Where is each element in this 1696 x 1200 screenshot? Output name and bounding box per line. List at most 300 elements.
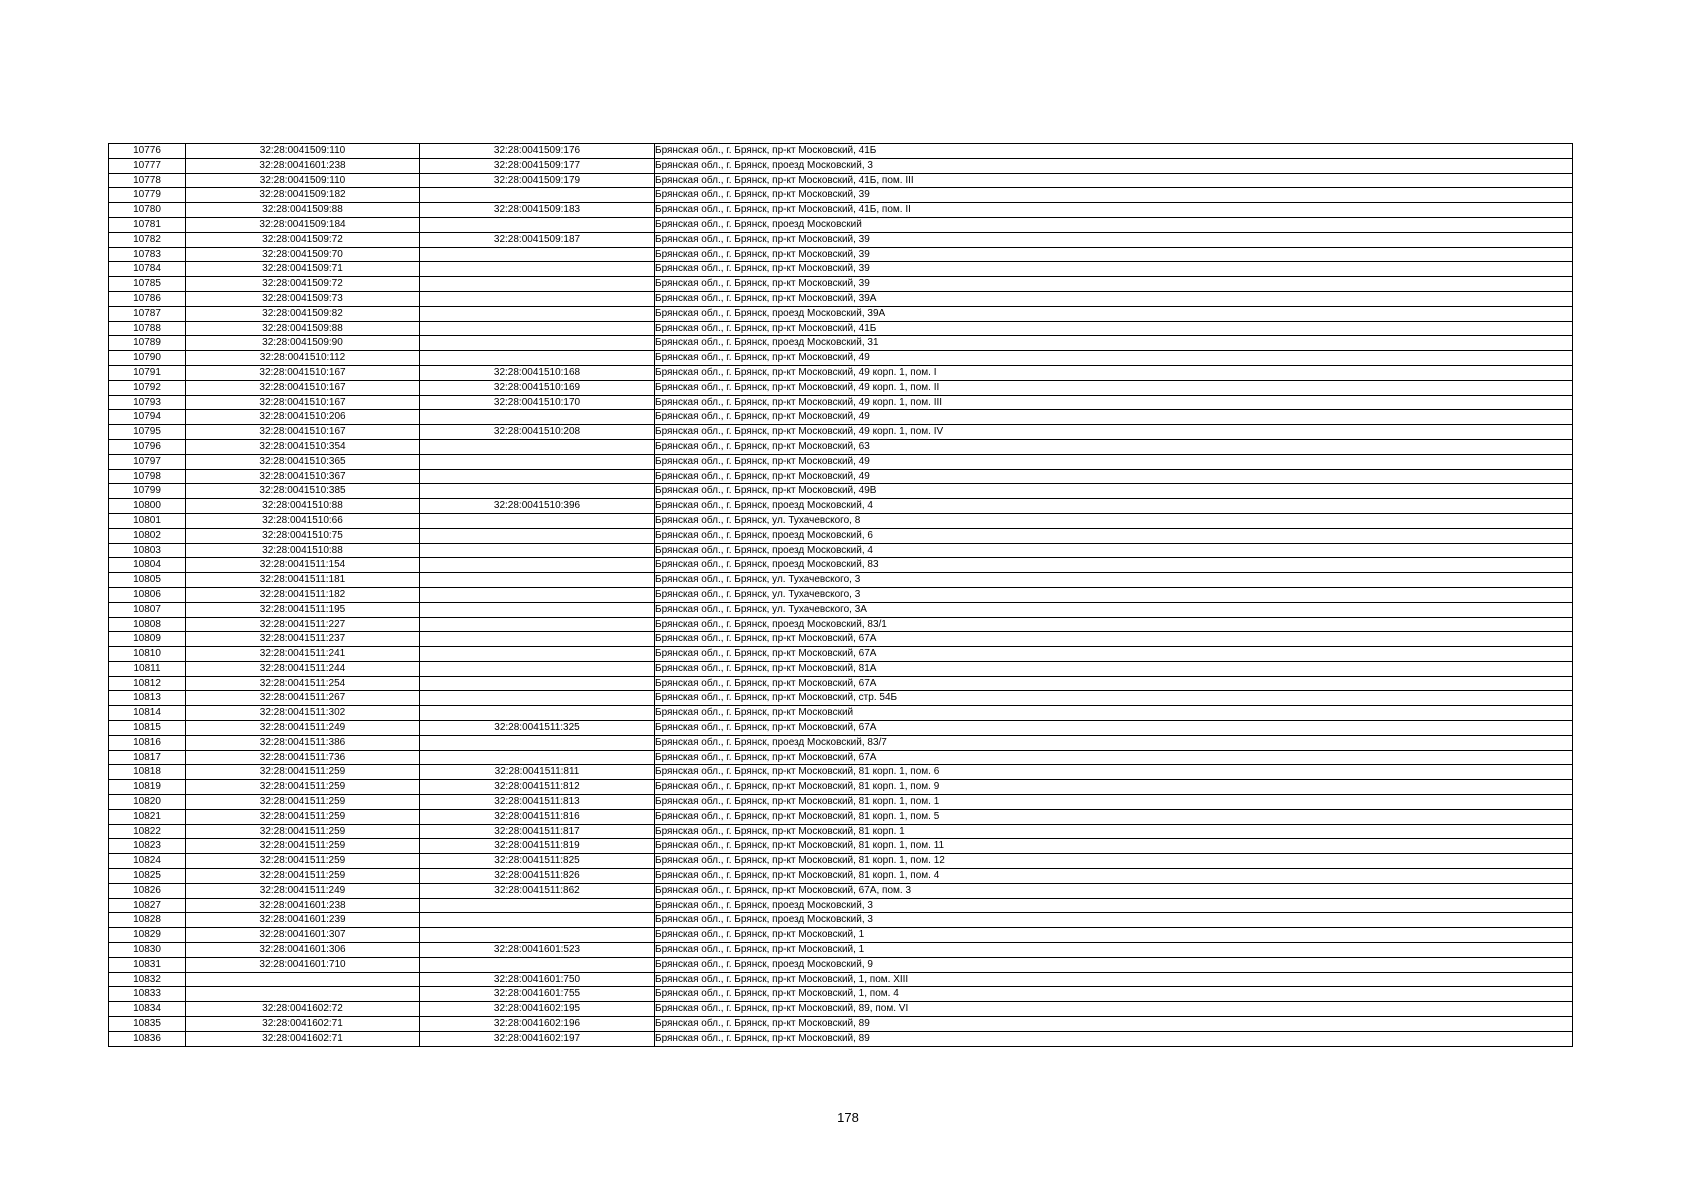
cadastral-number-object-cell: 32:28:0041511:811 [420, 765, 655, 780]
address-cell: Брянская обл., г. Брянск, пр-кт Московский, 49 [655, 469, 1573, 484]
address-cell: Брянская обл., г. Брянск, пр-кт Московский, 49 корп. 1, пом. IV [655, 425, 1573, 440]
cadastral-number-parcel-cell: 32:28:0041511:302 [186, 706, 420, 721]
row-number-cell: 10806 [109, 587, 186, 602]
cadastral-number-object-cell: 32:28:0041601:523 [420, 943, 655, 958]
cadastral-number-object-cell: 32:28:0041509:177 [420, 158, 655, 173]
address-cell: Брянская обл., г. Брянск, пр-кт Московский, 49 [655, 351, 1573, 366]
cadastral-number-parcel-cell: 32:28:0041510:75 [186, 528, 420, 543]
cadastral-number-parcel-cell: 32:28:0041510:167 [186, 365, 420, 380]
cadastral-number-parcel-cell: 32:28:0041511:386 [186, 735, 420, 750]
address-cell: Брянская обл., г. Брянск, пр-кт Московский, 41Б [655, 321, 1573, 336]
row-number-cell: 10787 [109, 306, 186, 321]
table-row [109, 321, 1573, 336]
cadastral-number-parcel-cell: 32:28:0041511:241 [186, 647, 420, 662]
table-row [109, 558, 1573, 573]
cadastral-number-object-cell [420, 454, 655, 469]
cadastral-number-object-cell: 32:28:0041509:179 [420, 173, 655, 188]
cadastral-number-object-cell [420, 469, 655, 484]
cadastral-number-object-cell [420, 439, 655, 454]
cadastral-number-parcel-cell: 32:28:0041511:259 [186, 765, 420, 780]
address-cell: Брянская обл., г. Брянск, пр-кт Московский, 81 корп. 1, пом. 1 [655, 795, 1573, 810]
cadastral-number-object-cell [420, 277, 655, 292]
cadastral-number-object-cell: 32:28:0041509:183 [420, 203, 655, 218]
table-row [109, 913, 1573, 928]
address-cell: Брянская обл., г. Брянск, пр-кт Московский, стр. 54Б [655, 691, 1573, 706]
row-number-cell: 10817 [109, 750, 186, 765]
table-row [109, 898, 1573, 913]
cadastral-number-parcel-cell: 32:28:0041510:365 [186, 454, 420, 469]
row-number-cell: 10776 [109, 144, 186, 159]
row-number-cell: 10789 [109, 336, 186, 351]
table-row [109, 928, 1573, 943]
cadastral-number-object-cell: 32:28:0041511:817 [420, 824, 655, 839]
address-cell: Брянская обл., г. Брянск, пр-кт Московский, 81 корп. 1, пом. 5 [655, 809, 1573, 824]
cadastral-number-object-cell: 32:28:0041511:862 [420, 883, 655, 898]
row-number-cell: 10820 [109, 795, 186, 810]
cadastral-number-parcel-cell: 32:28:0041509:110 [186, 144, 420, 159]
table-row [109, 484, 1573, 499]
row-number-cell: 10816 [109, 735, 186, 750]
cadastral-number-parcel-cell: 32:28:0041511:736 [186, 750, 420, 765]
cadastral-number-object-cell: 32:28:0041510:169 [420, 380, 655, 395]
table-row [109, 528, 1573, 543]
address-cell: Брянская обл., г. Брянск, пр-кт Московский, 1 [655, 928, 1573, 943]
cadastral-number-object-cell [420, 602, 655, 617]
address-cell: Брянская обл., г. Брянск, пр-кт Московский, 81 корп. 1 [655, 824, 1573, 839]
address-cell: Брянская обл., г. Брянск, пр-кт Московский, 67А [655, 647, 1573, 662]
cadastral-number-parcel-cell: 32:28:0041509:70 [186, 247, 420, 262]
cadastral-number-parcel-cell: 32:28:0041510:367 [186, 469, 420, 484]
cadastral-number-parcel-cell: 32:28:0041510:112 [186, 351, 420, 366]
address-cell: Брянская обл., г. Брянск, проезд Московский, 83/7 [655, 735, 1573, 750]
address-cell: Брянская обл., г. Брянск, пр-кт Московский, 89 [655, 1017, 1573, 1032]
cadastral-number-object-cell: 32:28:0041511:825 [420, 854, 655, 869]
table-row [109, 513, 1573, 528]
address-cell: Брянская обл., г. Брянск, пр-кт Московский, 49 корп. 1, пом. II [655, 380, 1573, 395]
address-cell: Брянская обл., г. Брянск, пр-кт Московский, 49 корп. 1, пом. I [655, 365, 1573, 380]
row-number-cell: 10810 [109, 647, 186, 662]
cadastral-number-object-cell [420, 410, 655, 425]
cadastral-number-parcel-cell: 32:28:0041511:249 [186, 883, 420, 898]
cadastral-number-parcel-cell: 32:28:0041510:66 [186, 513, 420, 528]
row-number-cell: 10790 [109, 351, 186, 366]
cadastral-number-object-cell: 32:28:0041602:195 [420, 1002, 655, 1017]
row-number-cell: 10812 [109, 676, 186, 691]
cadastral-number-parcel-cell: 32:28:0041510:206 [186, 410, 420, 425]
row-number-cell: 10811 [109, 661, 186, 676]
cadastral-number-object-cell: 32:28:0041510:168 [420, 365, 655, 380]
table-row [109, 765, 1573, 780]
cadastral-number-object-cell: 32:28:0041601:750 [420, 972, 655, 987]
cadastral-number-object-cell [420, 632, 655, 647]
address-cell: Брянская обл., г. Брянск, пр-кт Московский, 39А [655, 291, 1573, 306]
row-number-cell: 10804 [109, 558, 186, 573]
cadastral-number-parcel-cell: 32:28:0041511:195 [186, 602, 420, 617]
cadastral-number-object-cell [420, 543, 655, 558]
cadastral-number-object-cell [420, 291, 655, 306]
table-row [109, 395, 1573, 410]
cadastral-number-object-cell [420, 306, 655, 321]
row-number-cell: 10793 [109, 395, 186, 410]
cadastral-number-object-cell: 32:28:0041601:755 [420, 987, 655, 1002]
address-cell: Брянская обл., г. Брянск, пр-кт Московский, 1, пом. XIII [655, 972, 1573, 987]
row-number-cell: 10830 [109, 943, 186, 958]
table-row [109, 706, 1573, 721]
table-row [109, 735, 1573, 750]
cadastral-number-parcel-cell: 32:28:0041601:710 [186, 957, 420, 972]
table-row [109, 247, 1573, 262]
table-row [109, 1017, 1573, 1032]
table-row [109, 943, 1573, 958]
address-cell: Брянская обл., г. Брянск, проезд Московский, 39А [655, 306, 1573, 321]
address-cell: Брянская обл., г. Брянск, пр-кт Московский, 1 [655, 943, 1573, 958]
cadastral-number-object-cell: 32:28:0041510:396 [420, 499, 655, 514]
cadastral-number-parcel-cell: 32:28:0041510:167 [186, 425, 420, 440]
row-number-cell: 10777 [109, 158, 186, 173]
address-cell: Брянская обл., г. Брянск, пр-кт Московский, 81 корп. 1, пом. 11 [655, 839, 1573, 854]
address-cell: Брянская обл., г. Брянск, проезд Московский, 31 [655, 336, 1573, 351]
address-cell: Брянская обл., г. Брянск, ул. Тухачевского, 8 [655, 513, 1573, 528]
cadastral-number-object-cell: 32:28:0041511:813 [420, 795, 655, 810]
cadastral-number-parcel-cell: 32:28:0041510:167 [186, 380, 420, 395]
address-cell: Брянская обл., г. Брянск, пр-кт Московский, 81 корп. 1, пом. 4 [655, 869, 1573, 884]
cadastral-number-parcel-cell: 32:28:0041602:71 [186, 1031, 420, 1046]
table-row [109, 1002, 1573, 1017]
table-row [109, 587, 1573, 602]
address-cell: Брянская обл., г. Брянск, пр-кт Московский, 39 [655, 262, 1573, 277]
table-row [109, 750, 1573, 765]
cadastral-number-object-cell [420, 617, 655, 632]
address-cell: Брянская обл., г. Брянск, пр-кт Московский, 81 корп. 1, пом. 6 [655, 765, 1573, 780]
table-row [109, 410, 1573, 425]
row-number-cell: 10829 [109, 928, 186, 943]
cadastral-number-object-cell: 32:28:0041602:196 [420, 1017, 655, 1032]
table-row [109, 351, 1573, 366]
row-number-cell: 10784 [109, 262, 186, 277]
row-number-cell: 10785 [109, 277, 186, 292]
cadastral-number-parcel-cell: 32:28:0041511:259 [186, 854, 420, 869]
table-row [109, 721, 1573, 736]
address-cell: Брянская обл., г. Брянск, проезд Московский, 3 [655, 158, 1573, 173]
cadastral-number-parcel-cell: 32:28:0041511:237 [186, 632, 420, 647]
row-number-cell: 10792 [109, 380, 186, 395]
address-cell: Брянская обл., г. Брянск, пр-кт Московский, 67А [655, 632, 1573, 647]
table-row [109, 647, 1573, 662]
row-number-cell: 10821 [109, 809, 186, 824]
address-cell: Брянская обл., г. Брянск, пр-кт Московский, 81А [655, 661, 1573, 676]
address-cell: Брянская обл., г. Брянск, пр-кт Московский, 39 [655, 232, 1573, 247]
table-row [109, 824, 1573, 839]
row-number-cell: 10822 [109, 824, 186, 839]
row-number-cell: 10779 [109, 188, 186, 203]
cadastral-number-parcel-cell: 32:28:0041509:72 [186, 277, 420, 292]
cadastral-number-object-cell [420, 351, 655, 366]
address-cell: Брянская обл., г. Брянск, проезд Московский, 3 [655, 898, 1573, 913]
row-number-cell: 10803 [109, 543, 186, 558]
cadastral-number-object-cell [420, 247, 655, 262]
cadastral-number-parcel-cell: 32:28:0041511:259 [186, 839, 420, 854]
cadastral-number-object-cell [420, 336, 655, 351]
address-cell: Брянская обл., г. Брянск, проезд Московский, 83/1 [655, 617, 1573, 632]
table-row [109, 1031, 1573, 1046]
cadastral-number-object-cell [420, 321, 655, 336]
address-cell: Брянская обл., г. Брянск, пр-кт Московский, 49 корп. 1, пом. III [655, 395, 1573, 410]
cadastral-number-object-cell [420, 647, 655, 662]
table-row [109, 632, 1573, 647]
address-cell: Брянская обл., г. Брянск, проезд Московский [655, 217, 1573, 232]
row-number-cell: 10813 [109, 691, 186, 706]
row-number-cell: 10778 [109, 173, 186, 188]
row-number-cell: 10788 [109, 321, 186, 336]
table-row [109, 661, 1573, 676]
address-cell: Брянская обл., г. Брянск, пр-кт Московский, 41Б [655, 144, 1573, 159]
address-cell: Брянская обл., г. Брянск, проезд Московский, 6 [655, 528, 1573, 543]
address-cell: Брянская обл., г. Брянск, пр-кт Московский, 67А [655, 676, 1573, 691]
cadastral-number-parcel-cell: 32:28:0041509:72 [186, 232, 420, 247]
address-cell: Брянская обл., г. Брянск, пр-кт Московский, 39 [655, 277, 1573, 292]
cadastral-number-object-cell [420, 898, 655, 913]
table-row [109, 203, 1573, 218]
address-cell: Брянская обл., г. Брянск, пр-кт Московский, 49 [655, 454, 1573, 469]
cadastral-number-object-cell: 32:28:0041511:816 [420, 809, 655, 824]
cadastral-number-object-cell: 32:28:0041510:208 [420, 425, 655, 440]
cadastral-number-parcel-cell: 32:28:0041509:82 [186, 306, 420, 321]
cadastral-number-parcel-cell: 32:28:0041511:259 [186, 795, 420, 810]
cadastral-number-parcel-cell: 32:28:0041509:71 [186, 262, 420, 277]
table-row [109, 291, 1573, 306]
cadastral-number-object-cell [420, 735, 655, 750]
row-number-cell: 10799 [109, 484, 186, 499]
table-row [109, 499, 1573, 514]
table-row [109, 306, 1573, 321]
cadastral-number-parcel-cell: 32:28:0041509:90 [186, 336, 420, 351]
table-row [109, 173, 1573, 188]
address-cell: Брянская обл., г. Брянск, пр-кт Московский, 67А, пом. 3 [655, 883, 1573, 898]
table-row [109, 380, 1573, 395]
cadastral-number-parcel-cell: 32:28:0041511:182 [186, 587, 420, 602]
row-number-cell: 10794 [109, 410, 186, 425]
cadastral-number-object-cell: 32:28:0041511:819 [420, 839, 655, 854]
cadastral-number-object-cell [420, 661, 655, 676]
row-number-cell: 10807 [109, 602, 186, 617]
cadastral-number-object-cell [420, 706, 655, 721]
cadastral-number-parcel-cell: 32:28:0041511:254 [186, 676, 420, 691]
table-row [109, 987, 1573, 1002]
cadastral-number-object-cell: 32:28:0041510:170 [420, 395, 655, 410]
row-number-cell: 10823 [109, 839, 186, 854]
cadastral-number-parcel-cell: 32:28:0041601:306 [186, 943, 420, 958]
row-number-cell: 10836 [109, 1031, 186, 1046]
register-table [108, 143, 1573, 1047]
row-number-cell: 10801 [109, 513, 186, 528]
table-row [109, 144, 1573, 159]
cadastral-number-object-cell: 32:28:0041511:325 [420, 721, 655, 736]
cadastral-number-parcel-cell: 32:28:0041511:249 [186, 721, 420, 736]
table-row [109, 795, 1573, 810]
page-number: 178 [837, 1110, 859, 1125]
address-cell: Брянская обл., г. Брянск, пр-кт Московский, 67А [655, 721, 1573, 736]
row-number-cell: 10791 [109, 365, 186, 380]
address-cell: Брянская обл., г. Брянск, пр-кт Московский, 1, пом. 4 [655, 987, 1573, 1002]
cadastral-number-parcel-cell: 32:28:0041509:110 [186, 173, 420, 188]
cadastral-number-parcel-cell: 32:28:0041510:385 [186, 484, 420, 499]
cadastral-number-object-cell [420, 957, 655, 972]
cadastral-number-parcel-cell: 32:28:0041511:227 [186, 617, 420, 632]
cadastral-number-parcel-cell: 32:28:0041511:259 [186, 824, 420, 839]
address-cell: Брянская обл., г. Брянск, пр-кт Московский, 81 корп. 1, пом. 12 [655, 854, 1573, 869]
row-number-cell: 10782 [109, 232, 186, 247]
address-cell: Брянская обл., г. Брянск, ул. Тухачевского, 3 [655, 587, 1573, 602]
address-cell: Брянская обл., г. Брянск, ул. Тухачевского, 3 [655, 573, 1573, 588]
cadastral-number-parcel-cell: 32:28:0041511:244 [186, 661, 420, 676]
table-row [109, 809, 1573, 824]
cadastral-number-object-cell: 32:28:0041509:187 [420, 232, 655, 247]
row-number-cell: 10797 [109, 454, 186, 469]
cadastral-number-object-cell [420, 913, 655, 928]
address-cell: Брянская обл., г. Брянск, пр-кт Московский, 89, пом. VI [655, 1002, 1573, 1017]
cadastral-number-object-cell [420, 928, 655, 943]
cadastral-number-object-cell [420, 691, 655, 706]
table-row [109, 217, 1573, 232]
cadastral-number-object-cell [420, 587, 655, 602]
table-row [109, 602, 1573, 617]
table-row [109, 543, 1573, 558]
row-number-cell: 10815 [109, 721, 186, 736]
address-cell: Брянская обл., г. Брянск, проезд Московский, 83 [655, 558, 1573, 573]
address-cell: Брянская обл., г. Брянск, проезд Московский, 9 [655, 957, 1573, 972]
table-row [109, 854, 1573, 869]
row-number-cell: 10814 [109, 706, 186, 721]
table-row [109, 573, 1573, 588]
table-row [109, 469, 1573, 484]
cadastral-number-parcel-cell: 32:28:0041510:88 [186, 499, 420, 514]
table-row [109, 869, 1573, 884]
row-number-cell: 10828 [109, 913, 186, 928]
table-row [109, 158, 1573, 173]
cadastral-number-object-cell [420, 262, 655, 277]
cadastral-number-parcel-cell: 32:28:0041601:307 [186, 928, 420, 943]
row-number-cell: 10819 [109, 780, 186, 795]
address-cell: Брянская обл., г. Брянск, пр-кт Московский, 39 [655, 247, 1573, 262]
cadastral-number-parcel-cell: 32:28:0041509:88 [186, 321, 420, 336]
cadastral-number-parcel-cell: 32:28:0041511:259 [186, 780, 420, 795]
cadastral-number-object-cell: 32:28:0041511:826 [420, 869, 655, 884]
row-number-cell: 10835 [109, 1017, 186, 1032]
row-number-cell: 10798 [109, 469, 186, 484]
address-cell: Брянская обл., г. Брянск, проезд Московский, 4 [655, 499, 1573, 514]
address-cell: Брянская обл., г. Брянск, пр-кт Московский, 49 [655, 410, 1573, 425]
cadastral-number-parcel-cell: 32:28:0041601:239 [186, 913, 420, 928]
table-row [109, 839, 1573, 854]
cadastral-number-parcel-cell [186, 987, 420, 1002]
row-number-cell: 10834 [109, 1002, 186, 1017]
address-cell: Брянская обл., г. Брянск, пр-кт Московский, 49В [655, 484, 1573, 499]
cadastral-number-parcel-cell: 32:28:0041602:72 [186, 1002, 420, 1017]
address-cell: Брянская обл., г. Брянск, проезд Московский, 3 [655, 913, 1573, 928]
address-cell: Брянская обл., г. Брянск, пр-кт Московский, 81 корп. 1, пом. 9 [655, 780, 1573, 795]
row-number-cell: 10832 [109, 972, 186, 987]
cadastral-number-parcel-cell: 32:28:0041602:71 [186, 1017, 420, 1032]
row-number-cell: 10786 [109, 291, 186, 306]
cadastral-number-object-cell [420, 528, 655, 543]
table-row [109, 262, 1573, 277]
cadastral-number-object-cell [420, 750, 655, 765]
cadastral-number-object-cell: 32:28:0041509:176 [420, 144, 655, 159]
row-number-cell: 10805 [109, 573, 186, 588]
cadastral-number-parcel-cell: 32:28:0041511:259 [186, 809, 420, 824]
table-row [109, 883, 1573, 898]
row-number-cell: 10824 [109, 854, 186, 869]
row-number-cell: 10825 [109, 869, 186, 884]
cadastral-number-object-cell [420, 573, 655, 588]
table-row [109, 336, 1573, 351]
row-number-cell: 10800 [109, 499, 186, 514]
cadastral-number-parcel-cell: 32:28:0041510:167 [186, 395, 420, 410]
cadastral-number-parcel-cell: 32:28:0041511:267 [186, 691, 420, 706]
cadastral-number-parcel-cell: 32:28:0041511:154 [186, 558, 420, 573]
cadastral-number-object-cell: 32:28:0041602:197 [420, 1031, 655, 1046]
cadastral-number-parcel-cell: 32:28:0041510:88 [186, 543, 420, 558]
cadastral-number-parcel-cell: 32:28:0041511:259 [186, 869, 420, 884]
cadastral-number-parcel-cell: 32:28:0041511:181 [186, 573, 420, 588]
table-row [109, 454, 1573, 469]
cadastral-number-object-cell [420, 558, 655, 573]
table-row [109, 780, 1573, 795]
table-row [109, 365, 1573, 380]
table-row [109, 691, 1573, 706]
cadastral-number-parcel-cell: 32:28:0041601:238 [186, 898, 420, 913]
row-number-cell: 10783 [109, 247, 186, 262]
row-number-cell: 10818 [109, 765, 186, 780]
row-number-cell: 10833 [109, 987, 186, 1002]
cadastral-number-parcel-cell: 32:28:0041509:88 [186, 203, 420, 218]
address-cell: Брянская обл., г. Брянск, пр-кт Московский [655, 706, 1573, 721]
row-number-cell: 10809 [109, 632, 186, 647]
cadastral-number-object-cell: 32:28:0041511:812 [420, 780, 655, 795]
row-number-cell: 10780 [109, 203, 186, 218]
row-number-cell: 10808 [109, 617, 186, 632]
cadastral-number-object-cell [420, 217, 655, 232]
cadastral-number-object-cell [420, 513, 655, 528]
row-number-cell: 10796 [109, 439, 186, 454]
row-number-cell: 10802 [109, 528, 186, 543]
address-cell: Брянская обл., г. Брянск, пр-кт Московский, 41Б, пом. III [655, 173, 1573, 188]
address-cell: Брянская обл., г. Брянск, пр-кт Московский, 41Б, пом. II [655, 203, 1573, 218]
address-cell: Брянская обл., г. Брянск, ул. Тухачевского, 3А [655, 602, 1573, 617]
cadastral-number-parcel-cell: 32:28:0041510:354 [186, 439, 420, 454]
cadastral-number-object-cell [420, 188, 655, 203]
address-cell: Брянская обл., г. Брянск, пр-кт Московский, 63 [655, 439, 1573, 454]
row-number-cell: 10781 [109, 217, 186, 232]
cadastral-number-parcel-cell [186, 972, 420, 987]
table-row [109, 232, 1573, 247]
row-number-cell: 10795 [109, 425, 186, 440]
cadastral-number-object-cell [420, 676, 655, 691]
table-row [109, 188, 1573, 203]
table-row [109, 617, 1573, 632]
table-row [109, 277, 1573, 292]
table-row [109, 439, 1573, 454]
address-cell: Брянская обл., г. Брянск, пр-кт Московский, 39 [655, 188, 1573, 203]
table-row [109, 957, 1573, 972]
cadastral-number-parcel-cell: 32:28:0041509:184 [186, 217, 420, 232]
cadastral-number-object-cell [420, 484, 655, 499]
table-row [109, 676, 1573, 691]
table-row [109, 972, 1573, 987]
row-number-cell: 10826 [109, 883, 186, 898]
row-number-cell: 10831 [109, 957, 186, 972]
table-row [109, 425, 1573, 440]
